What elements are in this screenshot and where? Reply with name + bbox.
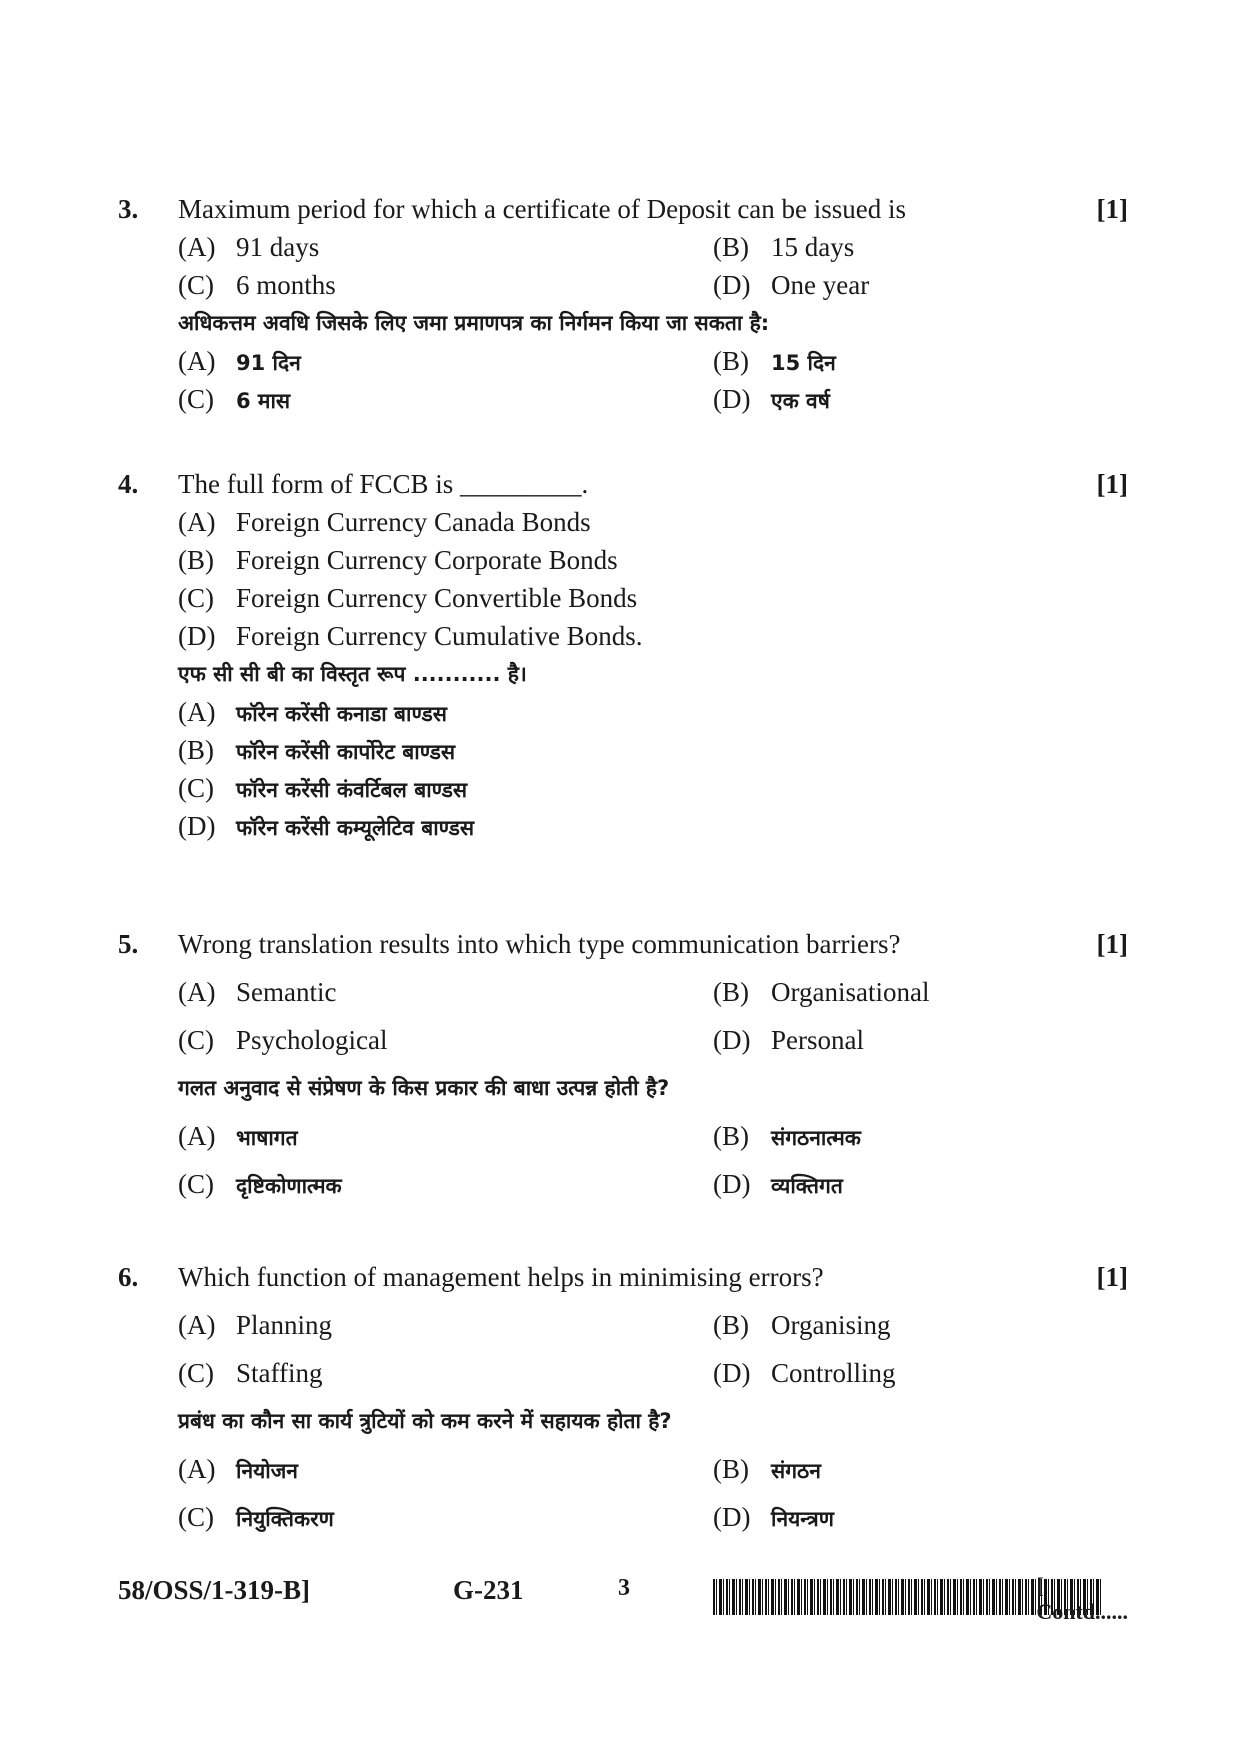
option-d: (D) Controlling [713,1358,896,1388]
option-b: (B) Foreign Currency Corporate Bonds [178,545,618,575]
question-text: The full form of FCCB is _________. [178,469,589,499]
hindi-option-c: (C) फॉरेन करेंसी कंवर्टिबल बाण्डस [178,773,468,803]
hindi-option-c: (C) नियुक्तिकरण [178,1502,334,1532]
option-c: (C) 6 months [178,270,336,300]
option-d: (D) Personal [713,1025,864,1055]
marks: [1] [1096,469,1128,499]
question-5 [118,925,1128,1213]
hindi-question-text: गलत अनुवाद से संप्रेषण के किस प्रकार की बाधा उत्पन्न होती है? [178,1076,670,1100]
hindi-option-a: (A) फॉरेन करेंसी कनाडा बाण्डस [178,697,447,727]
page-footer [118,1573,1128,1624]
hindi-option-c: (C) 6 मास [178,384,291,414]
option-a: (A) Planning [178,1310,333,1340]
option-b: (B) Organising [713,1310,891,1340]
hindi-option-d: (D) व्यक्तिगत [713,1169,843,1199]
option-b: (B) 15 days [713,232,855,262]
paper-id: G-231 [453,1575,524,1605]
hindi-option-d: (D) एक वर्ष [713,384,830,414]
hindi-question-text: एफ सी सी बी का विस्तृत रूप ........... है। [178,662,527,686]
question-number: 5. [118,929,139,959]
option-b: (B) Organisational [713,977,930,1007]
question-text: Which function of management helps in minimising errors? [178,1262,824,1292]
option-c: (C) Foreign Currency Convertible Bonds [178,583,638,613]
hindi-option-b: (B) फॉरेन करेंसी कार्पोरेट बाण्डस [178,735,456,765]
hindi-option-a: (A) भाषागत [178,1121,298,1151]
question-text: Wrong translation results into which type communication barriers? [178,929,901,959]
question-4 [118,465,1128,845]
hindi-option-b: (B) संगठनात्मक [713,1121,861,1151]
option-c: (C) Psychological [178,1025,388,1055]
page-number: 3 [618,1575,630,1601]
paper-code: 58/OSS/1-319-B] [118,1575,311,1605]
question-number: 6. [118,1262,139,1292]
hindi-question-text: अधिकत्तम अवधि जिसके लिए जमा प्रमाणपत्र का निर्गमन किया जा सकता है: [178,311,770,335]
hindi-option-a: (A) 91 दिन [178,346,301,376]
hindi-option-a: (A) नियोजन [178,1454,298,1484]
question-number: 4. [118,469,139,499]
hindi-option-d: (D) फॉरेन करेंसी कम्यूलेटिव बाण्डस [178,811,475,841]
hindi-option-d: (D) नियन्त्रण [713,1502,834,1532]
option-d: (D) One year [713,270,870,300]
marks: [1] [1096,1262,1128,1292]
hindi-question-text: प्रबंध का कौन सा कार्य त्रुटियों को कम करने में सहायक होता है? [178,1409,672,1433]
hindi-option-b: (B) संगठन [713,1454,821,1484]
marks: [1] [1096,194,1128,224]
option-a: (A) 91 days [178,232,320,262]
continued-label: [ Contd...... [1036,1573,1128,1624]
option-d: (D) Foreign Currency Cumulative Bonds. [178,621,643,651]
option-c: (C) Staffing [178,1358,323,1388]
option-a: (A) Semantic [178,977,337,1007]
marks: [1] [1096,929,1128,959]
hindi-option-b: (B) 15 दिन [713,346,836,376]
option-a: (A) Foreign Currency Canada Bonds [178,507,591,537]
question-number: 3. [118,194,139,224]
question-text: Maximum period for which a certificate of Deposit can be issued is [178,194,907,224]
question-6 [118,1258,1128,1546]
question-3 [118,190,1128,418]
hindi-option-c: (C) दृष्टिकोणात्मक [178,1169,342,1199]
